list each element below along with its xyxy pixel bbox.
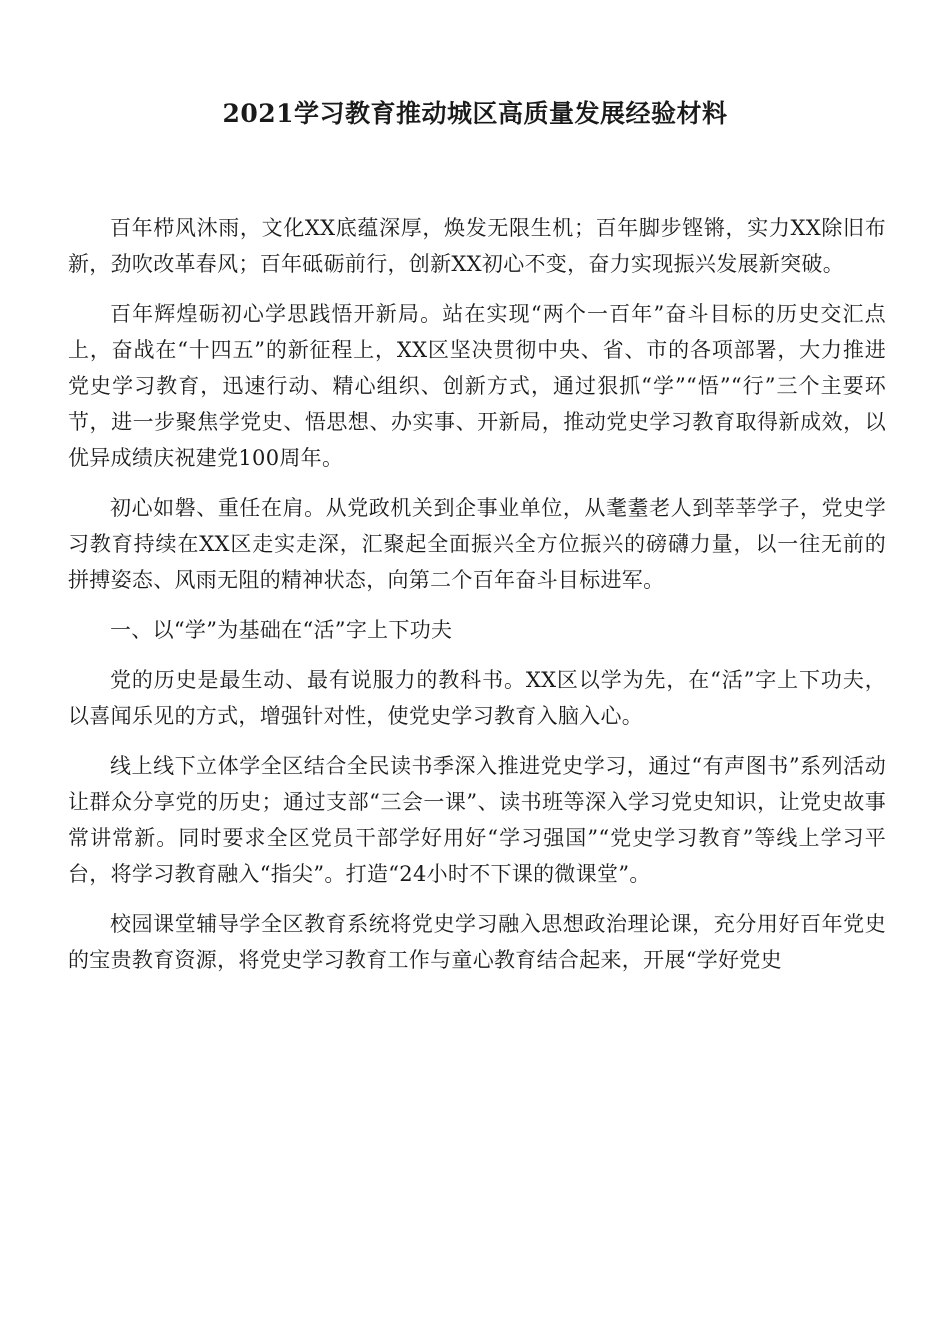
paragraph-overview: 百年辉煌砺初心学思践悟开新局。站在实现“两个一百年”奋斗目标的历史交汇点上，奋战在“十四五”的新征程上，XX区坚决贯彻中央、省、市的各项部署，大力推进党史学习教育，迅速行动、精心组织、创新方式，通过狠抓“学”“悟”“行”三个主要环节，进一步聚焦学党史、悟思想、办实事、开新局，推动党史学习教育取得新成效，以优异成绩庆祝建党100周年。	[68, 302, 886, 470]
document-body	[68, 210, 886, 992]
section-heading-1: 一、以“学”为基础在“活”字上下功夫	[110, 618, 453, 642]
paragraph-mission: 初心如磐、重任在肩。从党政机关到企事业单位，从耄耋老人到莘莘学子，党史学习教育持续在XX区走实走深，汇聚起全面振兴全方位振兴的磅礴力量，以一往无前的拼搏姿态、风雨无阻的精神状态，向第二个百年奋斗目标进军。	[68, 496, 886, 592]
paragraph-campus: 校园课堂辅导学全区教育系统将党史学习融入思想政治理论课，充分用好百年党史的宝贵教育资源，将党史学习教育工作与童心教育结合起来，开展“学好党史	[68, 912, 886, 972]
paragraph-intro: 百年栉风沐雨，文化XX底蕴深厚，焕发无限生机；百年脚步铿锵，实力XX除旧布新，劲吹改革春风；百年砥砺前行，创新XX初心不变，奋力实现振兴发展新突破。	[68, 216, 886, 276]
paragraph-online-offline: 线上线下立体学全区结合全民读书季深入推进党史学习，通过“有声图书”系列活动让群众分享党的历史；通过支部“三会一课”、读书班等深入学习党史知识，让党史故事常讲常新。同时要求全区党员干部学好用好“学习强国”“党史学习教育”等线上学习平台，将学习教育融入“指尖”。打造“24小时不下课的微课堂”。	[68, 754, 886, 886]
paragraph-section-1-intro: 党的历史是最生动、最有说服力的教科书。XX区以学为先，在“活”字上下功夫，以喜闻乐见的方式，增强针对性，使党史学习教育入脑入心。	[68, 668, 886, 728]
document-title: 2021学习教育推动城区高质量发展经验材料	[222, 99, 728, 128]
